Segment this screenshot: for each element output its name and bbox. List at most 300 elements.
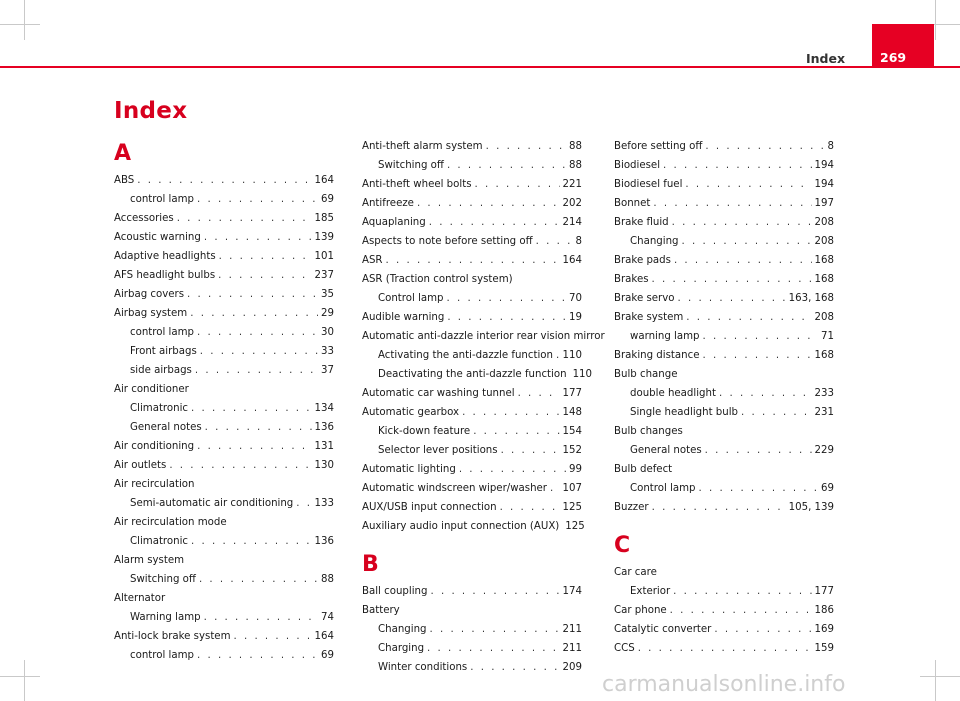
index-term: Winter conditions xyxy=(378,662,468,673)
index-term: Acoustic warning xyxy=(114,232,201,243)
index-entry xyxy=(362,159,582,178)
index-term: Car phone xyxy=(614,605,667,616)
index-entry xyxy=(114,231,334,250)
index-page-ref[interactable]: 136 xyxy=(314,536,334,547)
index-entry xyxy=(114,535,334,554)
index-page-ref[interactable]: 133 xyxy=(314,498,334,509)
index-entry xyxy=(362,311,582,330)
index-page-ref[interactable]: 159 xyxy=(814,643,834,654)
index-page-ref[interactable]: 71 xyxy=(821,331,834,342)
leader-dots xyxy=(199,573,318,587)
index-page-ref[interactable]: 233 xyxy=(814,388,834,399)
index-page-ref[interactable]: 136 xyxy=(314,422,334,433)
index-page-ref[interactable]: 99 xyxy=(569,464,582,475)
leader-dots xyxy=(177,212,312,226)
index-entry xyxy=(114,478,334,497)
index-entry xyxy=(614,159,834,178)
index-page-ref[interactable]: 29 xyxy=(321,308,334,319)
index-page-ref[interactable]: 148 xyxy=(562,407,582,418)
index-page-ref[interactable]: 185 xyxy=(314,213,334,224)
index-term: Control lamp xyxy=(378,293,444,304)
leader-dots xyxy=(427,642,560,656)
index-term: Selector lever positions xyxy=(378,445,498,456)
leader-dots xyxy=(191,402,312,416)
index-term: Automatic lighting xyxy=(362,464,456,475)
index-term: Biodiesel xyxy=(614,160,661,171)
index-term: Automatic car washing tunnel xyxy=(362,388,515,399)
index-term: CCS xyxy=(614,643,635,654)
leader-dots xyxy=(703,330,819,344)
index-term: Anti-lock brake system xyxy=(114,631,231,642)
index-page-ref[interactable]: 197 xyxy=(814,198,834,209)
index-entry xyxy=(614,254,834,273)
index-term: Charging xyxy=(378,643,425,654)
page-title: Index xyxy=(114,98,188,124)
leader-dots xyxy=(536,235,573,249)
index-entry xyxy=(114,250,334,269)
index-entry xyxy=(362,642,582,661)
index-entry xyxy=(114,630,334,649)
index-entry xyxy=(362,254,582,273)
index-term: ASR xyxy=(362,255,383,266)
index-term: Kick-down feature xyxy=(378,426,471,437)
leader-dots xyxy=(699,482,819,496)
index-page-ref[interactable]: 168 xyxy=(814,274,834,285)
index-entry xyxy=(614,585,834,604)
index-page-ref[interactable]: 70 xyxy=(569,293,582,304)
index-column-1 xyxy=(114,140,334,668)
index-entry xyxy=(362,661,582,680)
index-term: Automatic anti-dazzle interior rear vision mirror xyxy=(362,331,605,342)
index-term: Auxiliary audio input connection (AUX) xyxy=(362,521,560,532)
leader-dots xyxy=(470,661,559,675)
index-page-ref[interactable]: 110 xyxy=(572,369,593,380)
leader-dots xyxy=(501,444,560,458)
index-entry xyxy=(114,497,334,516)
leader-dots xyxy=(447,292,567,306)
index-page-ref[interactable]: 164 xyxy=(314,175,334,186)
leader-dots xyxy=(663,159,812,173)
index-entry xyxy=(362,425,582,444)
index-term: Air conditioning xyxy=(114,441,195,452)
watermark: carmanualsonline.info xyxy=(602,672,846,697)
index-term: Brake servo xyxy=(614,293,675,304)
index-entry xyxy=(362,349,582,368)
index-page-ref[interactable]: 134 xyxy=(314,403,334,414)
index-term: Airbag system xyxy=(114,308,188,319)
index-page-ref[interactable]: 125 xyxy=(565,521,585,532)
index-term: Battery xyxy=(362,605,400,616)
index-entry xyxy=(362,406,582,425)
index-term: Braking distance xyxy=(614,350,700,361)
index-page-ref[interactable]: 168 xyxy=(814,255,834,266)
index-entry xyxy=(362,501,582,520)
page-number: 269 xyxy=(880,50,907,65)
index-term: AFS headlight bulbs xyxy=(114,270,216,281)
index-term: Biodiesel fuel xyxy=(614,179,683,190)
index-page-ref[interactable]: 229 xyxy=(814,445,834,456)
index-page-ref[interactable]: 211 xyxy=(562,643,582,654)
crop-mark xyxy=(0,24,40,25)
index-page-ref[interactable]: 221 xyxy=(562,179,582,190)
leader-dots xyxy=(430,585,559,599)
index-entry xyxy=(362,273,582,292)
index-term: Air outlets xyxy=(114,460,167,471)
index-entry xyxy=(114,459,334,478)
leader-dots xyxy=(682,235,812,249)
index-entry xyxy=(362,585,582,604)
index-term: Control lamp xyxy=(630,483,696,494)
leader-dots xyxy=(638,642,812,656)
index-entry xyxy=(114,649,334,668)
index-column-3 xyxy=(614,140,834,661)
index-entry xyxy=(614,501,834,520)
index-entry xyxy=(362,623,582,642)
index-page-ref[interactable]: 69 xyxy=(321,650,334,661)
index-term: Airbag covers xyxy=(114,289,185,300)
index-entry xyxy=(114,402,334,421)
index-term: control lamp xyxy=(130,327,195,338)
index-entry xyxy=(614,330,834,349)
leader-dots xyxy=(462,406,559,420)
index-page-ref[interactable]: 164 xyxy=(562,255,582,266)
index-entry xyxy=(362,520,585,539)
index-term: ASR (Traction control system) xyxy=(362,274,513,285)
index-entry xyxy=(362,235,582,254)
index-page-ref[interactable]: 110 xyxy=(562,350,582,361)
leader-dots xyxy=(190,307,318,321)
section-letter: A xyxy=(114,141,132,166)
index-term: Automatic windscreen wiper/washer xyxy=(362,483,547,494)
index-page-ref[interactable]: 30 xyxy=(321,327,334,338)
index-entry xyxy=(614,425,834,444)
index-entry xyxy=(614,273,834,292)
leader-dots xyxy=(719,387,812,401)
crop-mark xyxy=(920,676,960,677)
index-page-ref[interactable]: 211 xyxy=(562,624,582,635)
index-term: Changing xyxy=(630,236,679,247)
index-page-ref[interactable]: 139 xyxy=(314,232,334,243)
index-entry xyxy=(614,642,834,661)
index-entry xyxy=(362,178,582,197)
index-entry xyxy=(614,604,834,623)
index-entry xyxy=(114,307,334,326)
index-term: control lamp xyxy=(130,194,195,205)
crop-mark xyxy=(24,660,25,701)
leader-dots xyxy=(205,421,312,435)
leader-dots xyxy=(556,349,560,363)
index-entry xyxy=(362,387,582,406)
index-entry xyxy=(362,330,605,349)
index-term: Exterior xyxy=(630,586,671,597)
leader-dots xyxy=(653,197,811,211)
index-column-2 xyxy=(362,140,605,680)
leader-dots xyxy=(741,406,812,420)
index-entry xyxy=(114,326,334,345)
index-entry xyxy=(614,216,834,235)
leader-dots xyxy=(429,216,560,230)
index-term: Ball coupling xyxy=(362,586,428,597)
index-page-ref[interactable]: 33 xyxy=(321,346,334,357)
index-page-ref[interactable]: 125 xyxy=(562,502,582,513)
index-term: Brake system xyxy=(614,312,684,323)
index-term: Catalytic converter xyxy=(614,624,712,635)
index-page-ref[interactable]: 177 xyxy=(562,388,582,399)
index-entry xyxy=(114,212,334,231)
leader-dots xyxy=(204,611,318,625)
index-entry xyxy=(614,444,834,463)
leader-dots xyxy=(386,254,560,268)
leader-dots xyxy=(686,311,811,325)
index-page-ref[interactable]: 105, 139 xyxy=(788,502,834,513)
index-entry xyxy=(614,482,834,501)
crop-mark xyxy=(935,660,936,701)
index-entry xyxy=(614,463,834,482)
index-entry xyxy=(114,345,334,364)
index-page-ref[interactable]: 209 xyxy=(562,662,582,673)
index-page-ref[interactable]: 152 xyxy=(562,445,582,456)
leader-dots xyxy=(219,250,312,264)
leader-dots xyxy=(169,459,311,473)
index-page-ref[interactable]: 8 xyxy=(827,141,834,152)
index-term: double headlight xyxy=(630,388,716,399)
leader-dots xyxy=(218,269,311,283)
leader-dots xyxy=(705,444,812,458)
section-letter: C xyxy=(614,533,631,558)
index-entry xyxy=(614,349,834,368)
index-entry xyxy=(362,604,582,623)
index-page-ref[interactable]: 74 xyxy=(321,612,334,623)
index-term: Anti-theft wheel bolts xyxy=(362,179,472,190)
index-term: Aspects to note before setting off xyxy=(362,236,533,247)
index-entry xyxy=(114,269,334,288)
index-entry xyxy=(114,440,334,459)
index-entry xyxy=(614,140,834,159)
index-term: side airbags xyxy=(130,365,192,376)
index-page-ref[interactable]: 69 xyxy=(821,483,834,494)
leader-dots xyxy=(486,140,566,154)
leader-dots xyxy=(702,349,811,363)
leader-dots xyxy=(672,216,812,230)
leader-dots xyxy=(447,159,566,173)
leader-dots xyxy=(197,649,318,663)
index-entry xyxy=(114,611,334,630)
crop-mark xyxy=(24,0,25,40)
index-page-ref[interactable]: 37 xyxy=(321,365,334,376)
index-term: Buzzer xyxy=(614,502,649,513)
index-page-ref[interactable]: 231 xyxy=(814,407,834,418)
index-term: AUX/USB input connection xyxy=(362,502,497,513)
crop-mark xyxy=(935,0,936,40)
leader-dots xyxy=(674,254,812,268)
leader-dots xyxy=(652,501,786,515)
leader-dots xyxy=(197,440,311,454)
index-term: Bulb changes xyxy=(614,426,683,437)
index-term: Audible warning xyxy=(362,312,445,323)
index-page-ref[interactable]: 107 xyxy=(562,483,582,494)
leader-dots xyxy=(197,193,318,207)
index-term: General notes xyxy=(630,445,702,456)
index-term: Adaptive headlights xyxy=(114,251,216,262)
header-rule xyxy=(0,66,960,68)
leader-dots xyxy=(234,630,312,644)
index-term: Semi-automatic air conditioning xyxy=(130,498,294,509)
index-entry xyxy=(114,554,334,573)
index-page-ref[interactable]: 186 xyxy=(814,605,834,616)
index-page-ref[interactable]: 194 xyxy=(814,179,834,190)
leader-dots xyxy=(417,197,560,211)
index-page-ref[interactable]: 208 xyxy=(814,312,834,323)
index-term: Car care xyxy=(614,567,657,578)
index-term: Alternator xyxy=(114,593,166,604)
leader-dots xyxy=(678,292,786,306)
index-page-ref[interactable]: 130 xyxy=(314,460,334,471)
index-page-ref[interactable]: 163, 168 xyxy=(788,293,834,304)
leader-dots xyxy=(473,425,559,439)
index-entry xyxy=(114,573,334,592)
index-page-ref[interactable]: 168 xyxy=(814,350,834,361)
index-entry xyxy=(114,193,334,212)
leader-dots xyxy=(550,482,560,496)
page-number-badge xyxy=(872,24,934,68)
index-entry xyxy=(114,421,334,440)
index-entry xyxy=(362,463,582,482)
index-page-ref[interactable]: 214 xyxy=(562,217,582,228)
leader-dots xyxy=(204,231,312,245)
index-term: Alarm system xyxy=(114,555,185,566)
leader-dots xyxy=(475,178,560,192)
index-term: Bonnet xyxy=(614,198,651,209)
index-term: General notes xyxy=(130,422,202,433)
leader-dots xyxy=(685,178,811,192)
index-entry xyxy=(614,387,834,406)
index-term: Switching off xyxy=(130,574,196,585)
index-entry xyxy=(114,288,334,307)
index-page-ref[interactable]: 164 xyxy=(314,631,334,642)
index-term: Accessories xyxy=(114,213,174,224)
index-term: warning lamp xyxy=(630,331,700,342)
leader-dots xyxy=(705,140,824,154)
index-entry xyxy=(614,623,834,642)
leader-dots xyxy=(500,501,560,515)
leader-dots xyxy=(652,273,812,287)
leader-dots xyxy=(195,364,318,378)
leader-dots xyxy=(197,326,318,340)
leader-dots xyxy=(673,585,811,599)
leader-dots xyxy=(459,463,566,477)
leader-dots xyxy=(200,345,318,359)
leader-dots xyxy=(187,288,318,302)
index-term: Aquaplaning xyxy=(362,217,426,228)
index-entry xyxy=(114,364,334,383)
leader-dots xyxy=(430,623,560,637)
leader-dots xyxy=(518,387,560,401)
index-page-ref[interactable]: 194 xyxy=(814,160,834,171)
index-page-ref[interactable]: 8 xyxy=(575,236,582,247)
index-term: Air recirculation mode xyxy=(114,517,227,528)
index-entry xyxy=(114,383,334,402)
index-term: Climatronic xyxy=(130,536,189,547)
leader-dots xyxy=(296,497,311,511)
index-page-ref[interactable]: 19 xyxy=(569,312,582,323)
index-entry xyxy=(362,444,582,463)
running-header-title: Index xyxy=(806,51,846,66)
index-entry xyxy=(362,216,582,235)
index-entry xyxy=(614,235,834,254)
index-page-ref[interactable]: 202 xyxy=(562,198,582,209)
index-page-ref[interactable]: 101 xyxy=(314,251,334,262)
index-term: Front airbags xyxy=(130,346,197,357)
index-page-ref[interactable]: 208 xyxy=(814,236,834,247)
index-entry xyxy=(614,197,834,216)
leader-dots xyxy=(191,535,312,549)
index-page-ref[interactable]: 69 xyxy=(321,194,334,205)
index-entry xyxy=(614,311,834,330)
leader-dots xyxy=(714,623,811,637)
index-entry xyxy=(362,292,582,311)
index-term: Brake pads xyxy=(614,255,671,266)
index-page-ref[interactable]: 131 xyxy=(314,441,334,452)
index-entry xyxy=(362,197,582,216)
index-page-ref[interactable]: 154 xyxy=(562,426,582,437)
index-term: Air recirculation xyxy=(114,479,195,490)
index-page-ref[interactable]: 174 xyxy=(562,586,582,597)
index-entry xyxy=(114,592,334,611)
index-term: Switching off xyxy=(378,160,444,171)
index-entry xyxy=(614,406,834,425)
index-term: Before setting off xyxy=(614,141,703,152)
index-entry xyxy=(362,368,593,387)
index-entry xyxy=(114,516,334,535)
index-term: Single headlight bulb xyxy=(630,407,739,418)
index-term: Climatronic xyxy=(130,403,189,414)
index-page-ref[interactable]: 208 xyxy=(814,217,834,228)
index-entry xyxy=(614,178,834,197)
index-term: Deactivating the anti-dazzle function xyxy=(378,369,567,380)
index-entry xyxy=(114,174,334,193)
index-page-ref[interactable]: 88 xyxy=(321,574,334,585)
index-page-ref[interactable]: 88 xyxy=(569,141,582,152)
index-entry xyxy=(362,140,582,159)
index-term: Warning lamp xyxy=(130,612,201,623)
index-term: Air conditioner xyxy=(114,384,189,395)
crop-mark xyxy=(0,676,40,677)
index-page-ref[interactable]: 169 xyxy=(814,624,834,635)
index-term: Bulb defect xyxy=(614,464,673,475)
index-term: Changing xyxy=(378,624,427,635)
section-letter: B xyxy=(362,552,379,577)
index-term: Bulb change xyxy=(614,369,678,380)
index-term: Brakes xyxy=(614,274,649,285)
index-entry xyxy=(614,292,834,311)
index-page-ref[interactable]: 237 xyxy=(314,270,334,281)
index-term: Brake fluid xyxy=(614,217,669,228)
index-page-ref[interactable]: 88 xyxy=(569,160,582,171)
index-page-ref[interactable]: 35 xyxy=(321,289,334,300)
leader-dots xyxy=(670,604,812,618)
index-page-ref[interactable]: 177 xyxy=(814,586,834,597)
index-entry xyxy=(614,566,834,585)
index-term: Activating the anti-dazzle function xyxy=(378,350,553,361)
index-entry xyxy=(362,482,582,501)
index-term: Anti-theft alarm system xyxy=(362,141,483,152)
leader-dots xyxy=(137,174,311,188)
index-term: Antifreeze xyxy=(362,198,414,209)
index-entry xyxy=(614,368,834,387)
leader-dots xyxy=(447,311,566,325)
index-term: control lamp xyxy=(130,650,195,661)
index-term: ABS xyxy=(114,175,135,186)
